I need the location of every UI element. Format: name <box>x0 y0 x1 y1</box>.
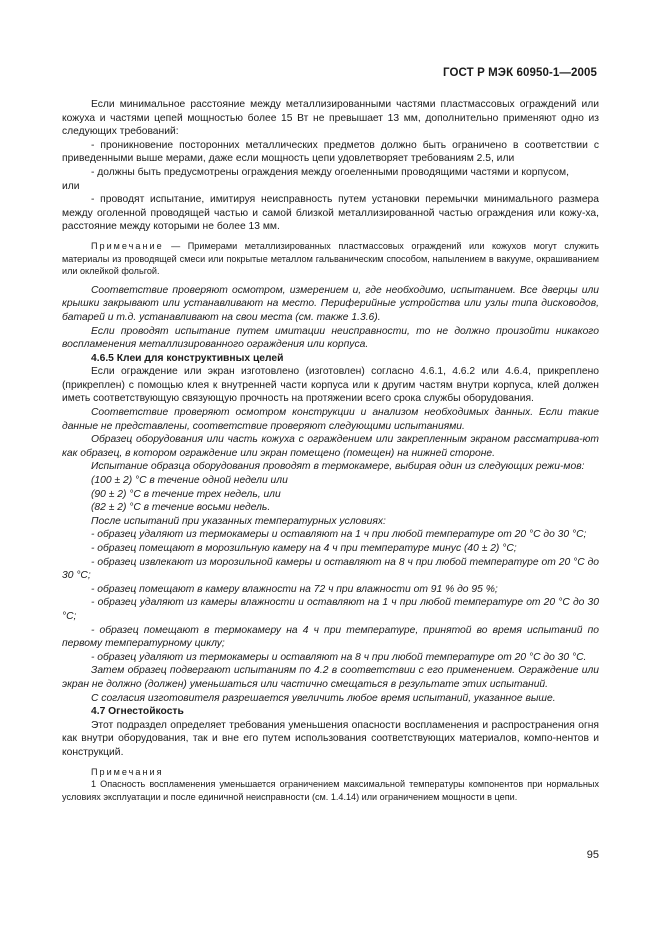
note <box>62 240 599 278</box>
notes-heading: Примечания <box>91 766 164 777</box>
paragraph: После испытаний при указанных температурных условиях: <box>91 515 386 527</box>
list-item: (90 ± 2) °С в течение трех недель, или <box>91 488 281 500</box>
paragraph: Соответствие проверяют осмотром, измерением и, где необходимо, испытанием. Все дверцы или крышки закрывают или устанавливают на место. Периферийные устройства или узлы типа дисководов, батарей и т.д. устанавливают на свои места (см. также 1.3.6). <box>62 284 599 323</box>
section-heading: 4.6.5 Клеи для конструктивных целей <box>91 352 284 364</box>
paragraph: Этот подраздел определяет требования уменьшения опасности воспламенения и распространения огня как внутри оборудования, так и вне его путем использования соответствующих материалов, компо-нентов и конструкций. <box>62 719 599 758</box>
list-item: - должны быть предусмотрены ограждения между огоеленными проводящими частями и корпусом, <box>91 166 570 178</box>
list-item: - образец помещают в камеру влажности на 72 ч при влажности от 91 % до 95 %; <box>91 583 498 595</box>
document-code: ГОСТ Р МЭК 60950-1—2005 <box>443 67 597 79</box>
list-item: - образец удаляют из термокамеры и оставляют на 1 ч при любой температуре от 20 °С до 30 °С; <box>91 529 587 541</box>
list-item: (100 ± 2) °С в течение одной недели или <box>91 475 288 487</box>
list-item: - образец помещают в морозильную камеру на 4 ч при температуре минус (40 ± 2) °С; <box>91 543 517 554</box>
note-text: — Примерами металлизированных пластмассовых ограждений или кожухов могут служить материалы из проводящей смеси или покрытые металлом гальваническим способом, напылением в вакууме, окрашиванием или оклейкой фольгой. <box>62 240 599 277</box>
note: 1 Опасность воспламенения уменьшается ограничением максимальной температуры компонентов при нормальных условиях эксплуатации и после единичной неисправности (см. 1.4.14) или ограничением мощности в цепи. <box>62 779 599 802</box>
list-item: - образец помещают в термокамеру на 4 ч при температуре, принятой во время испытаний по первому температурному циклу; <box>62 624 599 650</box>
paragraph: или <box>62 180 80 192</box>
page-number: 95 <box>586 849 599 861</box>
list-item: - проникновение посторонних металлических предметов должно быть ограничено в соответствии с приведенными выше мерами, даже если мощность цепи удовлетворяет требованиям 2.5, или <box>62 139 599 165</box>
paragraph: Испытание образца оборудования проводят в термокамере, выбирая один из следующих режи-мов: <box>91 461 585 473</box>
paragraph: Затем образец подвергают испытаниям по 4.2 в соответствии с его применением. Ограждение или экран не должно (должен) уменьшаться или частично смещаться в результате этих испытаний. <box>62 665 599 690</box>
paragraph: Если минимальное расстояние между металлизированными частями пластмассовых ограждений или кожуха и частями цепей мощностью более 15 Вт не превышает 13 мм, дополнительно применяют одно из следующих требований: <box>62 99 599 138</box>
paragraph: Соответствие проверяют осмотром конструкции и анализом необходимых данных. Если такие данные не представлены, соответствие проверяют следующими испытаниями. <box>62 407 599 432</box>
paragraph: Если ограждение или экран изготовлено (изготовлен) согласно 4.6.1, 4.6.2 или 4.6.4, прикреплено (прикреплен) с помощью клея к внутренней части корпуса или к другим частям внутри корпуса, клей должен иметь соответствующую связующую прочность на протяжении всего срока службы оборудования. <box>62 366 599 405</box>
page-body <box>62 98 599 803</box>
section-heading: 4.7 Огнестойкость <box>91 706 184 718</box>
note-label: Примечание <box>91 240 164 251</box>
list-item: - проводят испытание, имитируя неисправность путем установки перемычки минимального размера между оголенной проводящей частью и самой близкой металлизированной частью ограждения или кожу-ха, расстояние между которыми не более 13 мм. <box>62 194 599 233</box>
list-item: - образец извлекают из морозильной камеры и оставляют на 8 ч при любой температуре от 20 °С до 30 °С; <box>62 556 599 582</box>
list-item: - образец удаляют из термокамеры и оставляют на 8 ч при любой температуре от 20 °С до 30 °С. <box>91 651 587 663</box>
list-item: (82 ± 2) °С в течение восьми недель. <box>91 502 271 514</box>
paragraph: С согласия изготовителя разрешается увеличить любое время испытаний, указанное выше. <box>91 692 556 704</box>
paragraph: Если проводят испытание путем имитации неисправности, то не должно произойти никакого воспламенения металлизированного ограждения или корпуса. <box>62 325 599 351</box>
list-item: - образец удаляют из камеры влажности и оставляют на 1 ч при любой температуре от 20 °С до 30 °С; <box>62 597 599 622</box>
paragraph: Образец оборудования или часть кожуха с ограждением или закрепленным экраном рассматрива-ют как образец, в котором ограждение или экран помещено (помещен) на нижней стороне. <box>62 434 599 459</box>
